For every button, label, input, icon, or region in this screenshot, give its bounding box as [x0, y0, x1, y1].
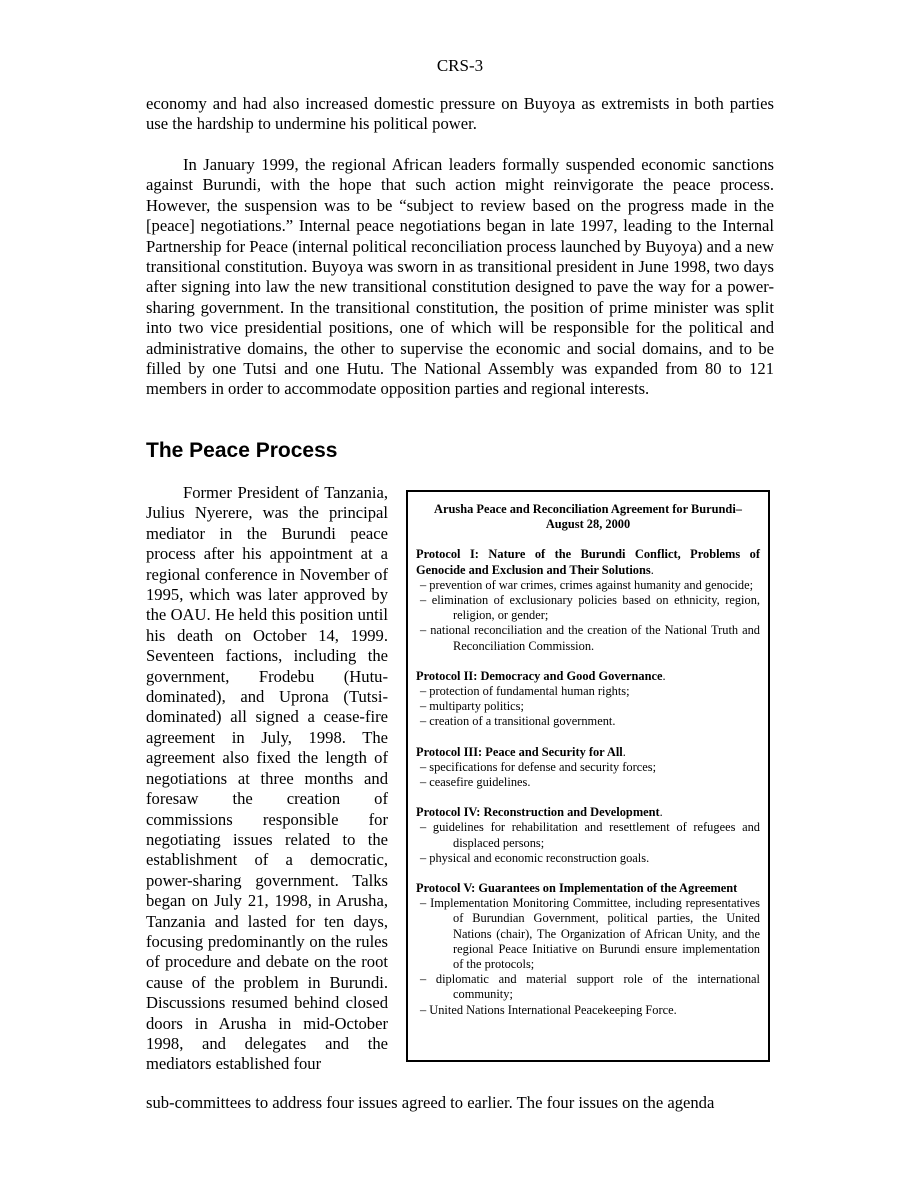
protocol-item: – physical and economic reconstruction goals. [420, 850, 650, 865]
protocol-item: – specifications for defense and security forces; [420, 759, 657, 774]
protocol-4 [416, 805, 760, 866]
protocol-2 [416, 669, 760, 730]
protocol-heading: Protocol I: Nature of the Burundi Conflict, Problems of Genocide and Exclusion and Their Solutions. [416, 547, 760, 577]
sidebar-title: Arusha Peace and Reconciliation Agreement for Burundi–August 28, 2000 [434, 502, 742, 532]
protocol-5 [416, 881, 760, 1018]
agreement-sidebar-box [406, 490, 770, 1062]
protocol-item: – creation of a transitional government. [420, 714, 616, 729]
protocol-items [416, 896, 760, 1018]
protocol-heading: Protocol IV: Reconstruction and Development. [416, 805, 663, 820]
paragraph-sanctions: In January 1999, the regional African leaders formally suspended economic sanctions against Burundi, with the hope that such action might reinvigorate the peace process. However, the suspension was to be “subject to review based on the progress made in the [peace] negotiations.” Internal peace negotiations began in late 1997, leading to the Internal Partnership for Peace (internal political reconciliation process launched by Buyoya) and a new transitional constitution. Buyoya was sworn in as transitional president in June 1998, two days after signing into law the new transitional constitution designed to pave the way for a power-sharing government. In the transitional constitution, the position of prime minister was split into two vice presidential positions, one of which will be responsible for the political and administrative domains, the other to supervise the economic and social domains, and to be filled by one Tutsi and one Hutu. The National Assembly was expanded from 80 to 121 members in order to accommodate opposition parties and regional interests. [146, 155, 774, 399]
protocol-items [416, 578, 760, 654]
protocol-heading: Protocol III: Peace and Security for All. [416, 744, 626, 759]
protocol-item: – protection of fundamental human rights; [420, 684, 630, 699]
protocol-item: – multiparty politics; [420, 699, 524, 714]
protocol-heading: Protocol II: Democracy and Good Governance. [416, 668, 666, 683]
protocol-item: – ceasefire guidelines. [420, 775, 531, 790]
protocol-1 [416, 547, 760, 653]
page-label: CRS-3 [436, 56, 484, 75]
protocol-item: – Implementation Monitoring Committee, including representatives of Burundian Government, political parties, the United Nations (chair), The Organization of African Unity, and the regional Peace Initiative on Burundi ensure implementation of the protocols; [420, 896, 760, 972]
protocol-item: – national reconciliation and the creation of the National Truth and Reconciliation Commission. [420, 623, 760, 653]
protocol-item: – prevention of war crimes, crimes against humanity and genocide; [420, 577, 754, 592]
paragraph-economy: economy and had also increased domestic pressure on Buyoya as extremists in both parties use the hardship to undermine his political power. [146, 94, 774, 134]
protocol-items [416, 760, 760, 790]
protocol-item: – United Nations International Peacekeeping Force. [420, 1002, 677, 1017]
protocol-heading: Protocol V: Guarantees on Implementation of the Agreement [416, 881, 738, 896]
paragraph-peace-process: Former President of Tanzania, Julius Nyerere, was the principal mediator in the Burundi peace process after his appointment at a regional conference in November of 1995, which was later approved by the OAU. He held this position until his death on October 14, 1999. Seventeen factions, including the government, Frodebu (Hutu-dominated), and Uprona (Tutsi-dominated) all signed a cease-fire agreement in July, 1998. The agreement also fixed the length of negotiations at three months and foresaw the creation of commissions responsible for negotiating issues related to the establishment of a democratic, power-sharing government. Talks began on July 21, 1998, in Arusha, Tanzania and lasted for ten days, focusing predominantly on the rules of procedure and debate on the root cause of the problem in Burundi. Discussions resumed behind closed doors in Arusha in mid-October 1998, and delegates and the mediators established four [146, 483, 388, 1074]
protocol-items [416, 684, 760, 730]
protocol-item: – diplomatic and material support role of the international community; [420, 972, 760, 1002]
protocol-3 [416, 745, 760, 791]
protocol-items [416, 820, 760, 866]
protocol-item: – guidelines for rehabilitation and resettlement of refugees and displaced persons; [420, 820, 760, 850]
paragraph-continuation: sub-committees to address four issues agreed to earlier. The four issues on the agenda [146, 1093, 715, 1112]
protocol-item: – elimination of exclusionary policies based on ethnicity, region, religion, or gender; [420, 593, 760, 623]
section-heading: The Peace Process [146, 439, 338, 462]
